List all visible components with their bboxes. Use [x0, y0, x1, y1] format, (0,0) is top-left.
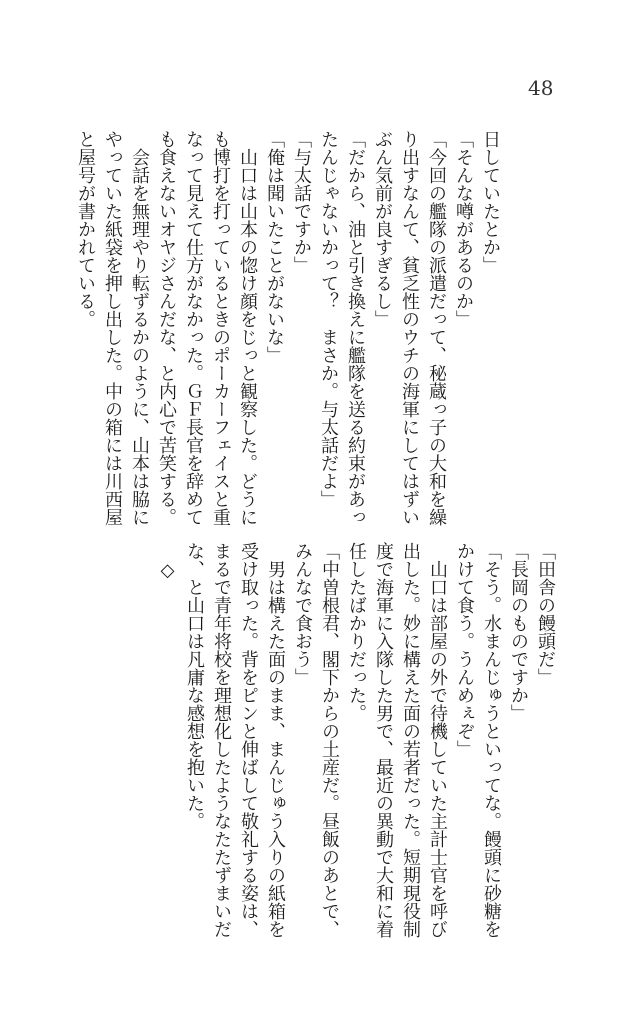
- text-column: 「だから、油と引き換えに艦隊を送る約束があっ: [345, 130, 366, 526]
- text-column: 山口は部屋の外で待機していた主計士官を呼び: [427, 542, 448, 938]
- text-column: 「長岡のものですか」: [508, 542, 529, 722]
- text-column: やっていた紙袋を押し出した。中の箱には川西屋: [102, 130, 123, 526]
- text-column: も博打を打っているときのポーカーフェイスと重: [210, 130, 231, 526]
- text-column: 男は構えた面のまま、まんじゅう入りの紙箱を: [265, 542, 286, 938]
- text-column: り出すなんて、貧乏性のウチの海軍にしてはずい: [399, 130, 420, 526]
- text-column: 「今回の艦隊の派遣だって、秘蔵っ子の大和を繰: [426, 130, 447, 526]
- text-column: ◇: [157, 542, 178, 581]
- text-column: 「そう。水まんじゅうといってな。饅頭に砂糖を: [481, 542, 502, 938]
- text-column: たんじゃないかって？ まさか。与太話だよ」: [318, 130, 339, 508]
- text-column: と屋号が書かれている。: [75, 130, 96, 328]
- text-column: 任したばかりだった。: [346, 542, 367, 722]
- text-column: 出した。妙に構えた面の若者だった。短期現役制: [400, 542, 421, 938]
- text-block-bottom: [154, 542, 559, 942]
- text-column: 「田舎の饅頭だ」: [535, 542, 556, 686]
- text-column: 会話を無理やり転ずるかのように、山本は脇に: [129, 130, 150, 526]
- text-column: かけて食う。うんめぇぞ」: [454, 542, 475, 758]
- text-block-top: [72, 130, 504, 530]
- text-column: 「与太話ですか」: [291, 130, 312, 274]
- text-column: みんなで食おう」: [292, 542, 313, 686]
- text-column: 受け取った。背をピンと伸ばして敬礼する姿は、: [238, 542, 259, 938]
- text-column: なって見えて仕方がなかった。ＧＦ長官を辞めて: [183, 130, 204, 526]
- text-column: 「中曽根君、閣下からの土産だ。昼飯のあとで、: [319, 542, 340, 938]
- text-column: な、と山口は凡庸な感想を抱いた。: [184, 542, 205, 830]
- text-column: 度で海軍に入隊した男で、最近の異動で大和に着: [373, 542, 394, 938]
- text-column: 「そんな噂があるのか」: [453, 130, 474, 328]
- page-number: 48: [528, 76, 554, 100]
- text-column: ぶん気前が良すぎるし」: [372, 130, 393, 328]
- text-column: まるで青年将校を理想化したようなたたずまいだ: [211, 542, 232, 938]
- text-column: 山口は山本の惚け顔をじっと観察した。どうに: [237, 130, 258, 526]
- text-column: 「俺は聞いたことがないな」: [264, 130, 285, 364]
- text-column: も食えないオヤジさんだな、と内心で苦笑する。: [156, 130, 177, 526]
- text-column: 日していたとか」: [480, 130, 501, 274]
